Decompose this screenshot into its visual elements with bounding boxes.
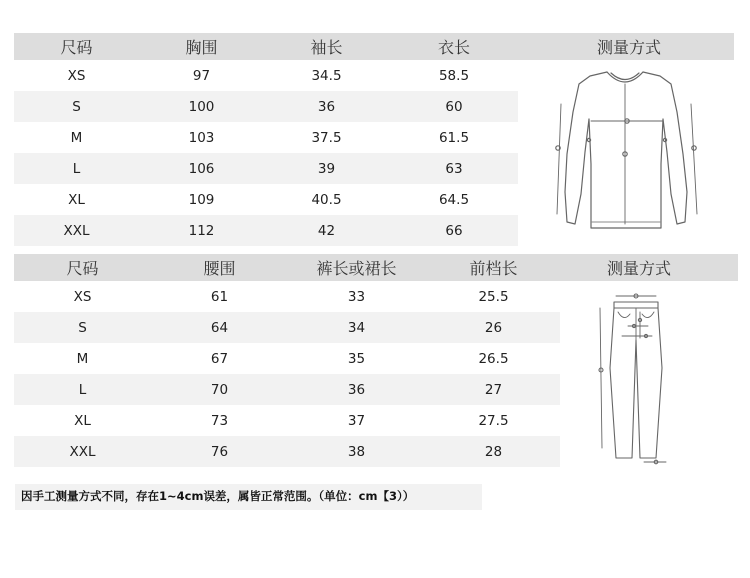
table-row bbox=[14, 215, 518, 246]
table-row bbox=[14, 405, 560, 436]
chest-cell: 112 bbox=[188, 222, 215, 239]
length-cell: 34 bbox=[347, 319, 366, 336]
table-row bbox=[14, 153, 518, 184]
table-row bbox=[14, 436, 560, 467]
waist-cell: 61 bbox=[210, 288, 229, 305]
table-row bbox=[14, 91, 518, 122]
sleeve-cell: 34.5 bbox=[311, 67, 342, 84]
rise-cell: 26.5 bbox=[478, 350, 509, 367]
table-row bbox=[14, 343, 560, 374]
top-header-method: 测量方式 bbox=[596, 38, 661, 57]
top-header-sleeve: 袖长 bbox=[310, 38, 343, 57]
footnote-bar bbox=[15, 484, 482, 510]
length-cell: 60 bbox=[445, 98, 463, 115]
sleeve-cell: 39 bbox=[317, 160, 336, 177]
top-table-header bbox=[14, 33, 734, 60]
length-cell: 37 bbox=[347, 412, 366, 429]
rise-cell: 27 bbox=[484, 381, 503, 398]
rise-cell: 27.5 bbox=[478, 412, 509, 429]
bottom-header-rise: 前档长 bbox=[469, 259, 518, 278]
table-row bbox=[14, 281, 560, 312]
shirt-diagram-icon bbox=[545, 64, 705, 236]
waist-cell: 67 bbox=[210, 350, 229, 367]
size-cell: S bbox=[72, 98, 81, 115]
rise-cell: 26 bbox=[484, 319, 503, 336]
length-cell: 63 bbox=[445, 160, 463, 177]
length-cell: 33 bbox=[347, 288, 366, 305]
top-header-length: 衣长 bbox=[437, 38, 470, 57]
waist-cell: 73 bbox=[210, 412, 229, 429]
waist-cell: 70 bbox=[210, 381, 229, 398]
chest-cell: 100 bbox=[188, 98, 215, 115]
table-row bbox=[14, 374, 560, 405]
chest-cell: 109 bbox=[188, 191, 215, 208]
pants-diagram-icon bbox=[590, 288, 682, 468]
top-header-size: 尺码 bbox=[60, 38, 93, 57]
size-cell: XL bbox=[68, 191, 85, 208]
size-cell: XXL bbox=[69, 443, 96, 460]
rise-cell: 25.5 bbox=[478, 288, 509, 305]
size-cell: XL bbox=[74, 412, 91, 429]
table-row bbox=[14, 184, 518, 215]
length-cell: 66 bbox=[445, 222, 463, 239]
bottom-table-header bbox=[14, 254, 738, 281]
length-cell: 38 bbox=[347, 443, 366, 460]
length-cell: 36 bbox=[347, 381, 366, 398]
length-cell: 58.5 bbox=[438, 67, 470, 84]
size-cell: XS bbox=[73, 288, 92, 305]
size-cell: XS bbox=[67, 67, 86, 84]
chest-cell: 97 bbox=[192, 67, 211, 84]
bottom-header-method: 测量方式 bbox=[606, 259, 671, 278]
waist-cell: 76 bbox=[210, 443, 229, 460]
top-header-chest: 胸围 bbox=[185, 38, 218, 57]
table-row bbox=[14, 312, 560, 343]
sleeve-cell: 40.5 bbox=[311, 191, 342, 208]
size-cell: L bbox=[78, 381, 87, 398]
bottom-header-length: 裤长或裙长 bbox=[316, 259, 397, 278]
size-cell: S bbox=[78, 319, 87, 336]
size-cell: L bbox=[72, 160, 81, 177]
size-cell: XXL bbox=[63, 222, 90, 239]
sleeve-cell: 36 bbox=[317, 98, 336, 115]
footnote-text: 因手工测量方式不同，存在1~4cm误差，属皆正常范围。（单位：cm【3）） bbox=[21, 489, 415, 503]
sleeve-cell: 37.5 bbox=[311, 129, 342, 146]
table-row bbox=[14, 60, 518, 91]
bottom-header-size: 尺码 bbox=[66, 259, 99, 278]
sleeve-cell: 42 bbox=[317, 222, 336, 239]
table-row bbox=[14, 122, 518, 153]
length-cell: 35 bbox=[347, 350, 366, 367]
size-cell: M bbox=[76, 350, 89, 367]
waist-cell: 64 bbox=[210, 319, 229, 336]
size-cell: M bbox=[70, 129, 83, 146]
length-cell: 61.5 bbox=[438, 129, 470, 146]
chest-cell: 103 bbox=[188, 129, 215, 146]
rise-cell: 28 bbox=[484, 443, 503, 460]
length-cell: 64.5 bbox=[438, 191, 470, 208]
bottom-header-waist: 腰围 bbox=[203, 259, 236, 278]
chest-cell: 106 bbox=[188, 160, 215, 177]
